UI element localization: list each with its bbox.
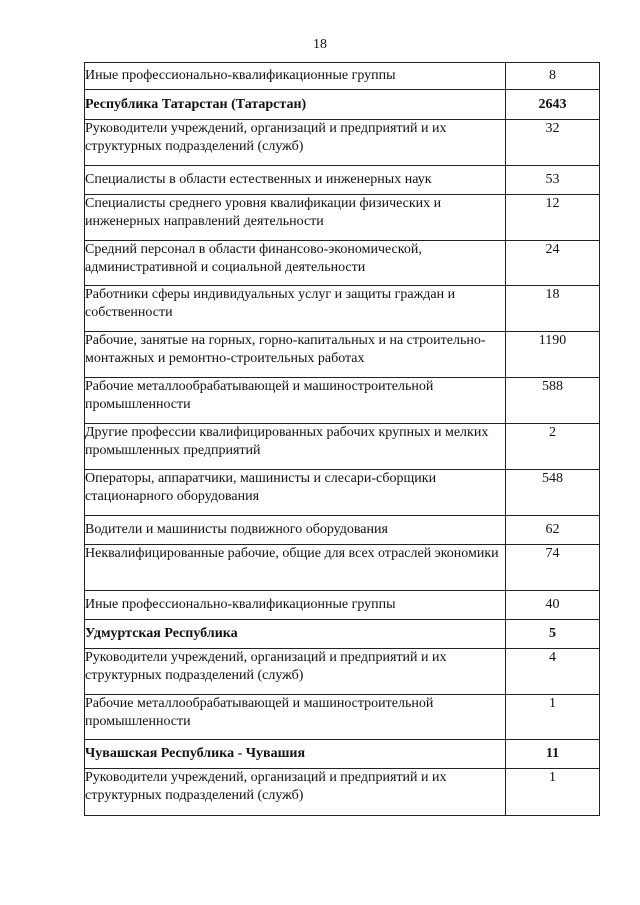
- occupation-group-count: 4: [506, 649, 600, 695]
- region-row: [85, 620, 600, 649]
- region-total: 11: [506, 740, 600, 769]
- region-name: Удмуртская Республика: [85, 620, 506, 649]
- region-row: [85, 90, 600, 120]
- occupation-group-count: 74: [506, 545, 600, 591]
- region-total: 2643: [506, 90, 600, 120]
- table-row: [85, 424, 600, 470]
- table-row: [85, 516, 600, 545]
- occupation-group-name: Неквалифицированные рабочие, общие для всех отраслей экономики: [85, 545, 506, 591]
- occupation-group-name: Работники сферы индивидуальных услуг и защиты граждан и собственности: [85, 286, 506, 332]
- region-name: Республика Татарстан (Татарстан): [85, 90, 506, 120]
- occupation-group-count: 1190: [506, 332, 600, 378]
- occupation-group-name: Иные профессионально-квалификационные группы: [85, 591, 506, 620]
- occupation-group-count: 2: [506, 424, 600, 470]
- table-row: [85, 649, 600, 695]
- occupation-group-count: 1: [506, 695, 600, 740]
- occupation-group-count: 1: [506, 769, 600, 816]
- occupation-group-name: Иные профессионально-квалификационные группы: [85, 63, 506, 90]
- occupation-group-name: Руководители учреждений, организаций и предприятий и их структурных подразделений (служб): [85, 769, 506, 816]
- table-row: [85, 166, 600, 195]
- occupation-group-name: Операторы, аппаратчики, машинисты и слесари-сборщики стационарного оборудования: [85, 470, 506, 516]
- table-row: [85, 545, 600, 591]
- occupation-group-count: 8: [506, 63, 600, 90]
- occupation-group-count: 12: [506, 195, 600, 241]
- table-row: [85, 195, 600, 241]
- table-row: [85, 695, 600, 740]
- occupation-group-name: Водители и машинисты подвижного оборудования: [85, 516, 506, 545]
- occupation-group-name: Рабочие металлообрабатывающей и машиностроительной промышленности: [85, 695, 506, 740]
- page-number: 18: [313, 37, 327, 52]
- occupation-group-name: Специалисты среднего уровня квалификации физических и инженерных направлений деятельности: [85, 195, 506, 241]
- table-row: [85, 63, 600, 90]
- table-row: [85, 286, 600, 332]
- occupation-group-count: 18: [506, 286, 600, 332]
- region-name: Чувашская Республика - Чувашия: [85, 740, 506, 769]
- table-row: [85, 470, 600, 516]
- occupation-group-name: Руководители учреждений, организаций и предприятий и их структурных подразделений (служб): [85, 649, 506, 695]
- occupation-table: [84, 62, 600, 816]
- occupation-group-count: 53: [506, 166, 600, 195]
- table-row: [85, 591, 600, 620]
- occupation-group-count: 588: [506, 378, 600, 424]
- table-row: [85, 378, 600, 424]
- region-row: [85, 740, 600, 769]
- table-row: [85, 120, 600, 166]
- occupation-group-count: 40: [506, 591, 600, 620]
- occupation-group-count: 62: [506, 516, 600, 545]
- occupation-group-name: Рабочие, занятые на горных, горно-капитальных и на строительно-монтажных и ремонтно-строительных работах: [85, 332, 506, 378]
- occupation-group-name: Другие профессии квалифицированных рабочих крупных и мелких промышленных предприятий: [85, 424, 506, 470]
- occupation-group-name: Специалисты в области естественных и инженерных наук: [85, 166, 506, 195]
- region-total: 5: [506, 620, 600, 649]
- occupation-group-name: Рабочие металлообрабатывающей и машиностроительной промышленности: [85, 378, 506, 424]
- occupation-group-count: 548: [506, 470, 600, 516]
- table-row: [85, 332, 600, 378]
- table-row: [85, 769, 600, 816]
- occupation-group-count: 24: [506, 241, 600, 286]
- occupation-group-name: Руководители учреждений, организаций и предприятий и их структурных подразделений (служб): [85, 120, 506, 166]
- occupation-group-count: 32: [506, 120, 600, 166]
- table-row: [85, 241, 600, 286]
- table-body: [85, 63, 600, 816]
- occupation-group-name: Средний персонал в области финансово-экономической, административной и социальной деятельности: [85, 241, 506, 286]
